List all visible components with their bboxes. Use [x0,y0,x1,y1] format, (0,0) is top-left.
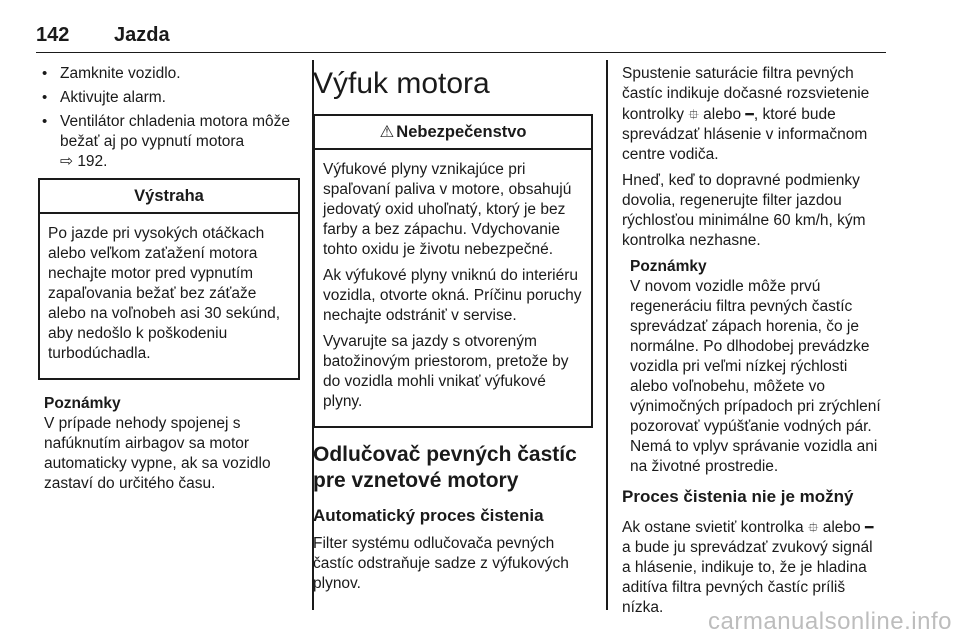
column-1 [38,64,300,494]
filter-warning-icon: ⯐ [688,106,699,122]
arrow-right-icon: ⇨ [60,153,73,170]
note-text: V novom vozidle môže prvú regeneráciu filtra pevných častíc sprevádzať zápach horenia, čo je normálne. Po dlhodobej prevádzke vozidla pri veľmi nízkej rýchlosti alebo voľnobehu, môžete vo výnimočných prípadoch pri zrýchlení pozorovať vypúšťanie vodných pár. Nemá to vplyv správanie vozidla ani na životné prostredie. [630,278,881,475]
sub-heading: Proces čistenia nie je možný [622,487,854,506]
list-item: • Zamknite vozidlo. [38,64,300,84]
bullet-list [38,64,300,172]
sub-heading: Automatický proces čistenia [313,506,544,525]
note-title: Poznámky [44,395,121,412]
paragraph: Hneď, keď to dopravné podmienky dovolia, regenerujte filter jazdou rýchlosťou minimálne 60 km/h, kým kontrolka nezhasne. [622,172,866,249]
chapter-title: Jazda [114,24,170,46]
danger-text-2: Ak výfukové plyny vniknú do interiéru vozidla, otvorte okná. Príčinu poruchy nechajte odstrániť v servise. [323,267,582,324]
filter-warning-icon: ⯐ [807,519,819,535]
subsection-title: Odlučovač pevných častíc pre vznetové motory [313,443,577,492]
danger-text-1: Výfukové plyny vznikajúce pri spaľovaní paliva v motore, obsahujú jedovatý oxid uhoľnatý, ktorý je bez farby a bez zápachu. Vdychovanie tohto oxidu je životu nebezpečné. [323,161,572,258]
note-text: V prípade nehody spojenej s nafúknutím airbagov sa motor automaticky vypne, ak sa vozidlo zastaví do určitého času. [44,415,271,492]
column-2 [313,64,593,600]
warning-title: Výstraha [40,180,298,214]
section-title: Výfuk motora [313,67,490,100]
dpf-icon: ━ [745,106,754,122]
danger-box [313,114,593,428]
paragraph: Filter systému odlučovača pevných častíc odstraňuje sadze z výfukových plynov. [313,535,569,592]
dpf-icon: ━ [864,519,874,535]
page-reference[interactable]: ⇨ 192. [60,153,108,170]
note-block [38,394,300,494]
danger-text-3: Vyvarujte sa jazdy s otvoreným batožinovým priestorom, pretože by do vozidla mohli vnikať výfukové plyny. [323,333,569,410]
list-item: • Ventilátor chladenia motora môže bežať aj po vypnutí motora ⇨ 192. [38,112,300,172]
danger-title: ⚠ Nebezpečenstvo [315,116,591,150]
page-header [36,22,886,53]
warning-box [38,178,300,380]
paragraph: Spustenie saturácie filtra pevných častíc indikuje dočasné rozsvietenie kontrolky ⯐ alebo ━, ktoré bude sprevádzať hlásenie v informačnom centre vodiča. [622,65,870,163]
warning-text: Po jazde pri vysokých otáčkach alebo veľkom zaťažení motora nechajte motor pred vypnutím zapaľovania bežať bez záťaže alebo na voľnobeh asi 30 sekúnd, aby nedošlo k poškodeniu turbodúchadla. [48,225,281,362]
note-block [622,257,884,477]
list-item: • Aktivujte alarm. [38,88,300,108]
paragraph: Ak ostane svietiť kontrolka ⯐ alebo ━ a bude ju sprevádzať zvukový signál a hlásenie, indikuje to, že je hladina aditíva filtra pevných častíc príliš nízka. [622,519,874,616]
column-divider-2 [606,60,608,610]
warning-triangle-icon: ⚠ [379,123,395,141]
note-title: Poznámky [630,258,707,275]
watermark: carmanualsonline.info [708,608,952,635]
page-number: 142 [36,24,70,46]
column-3 [622,64,884,624]
